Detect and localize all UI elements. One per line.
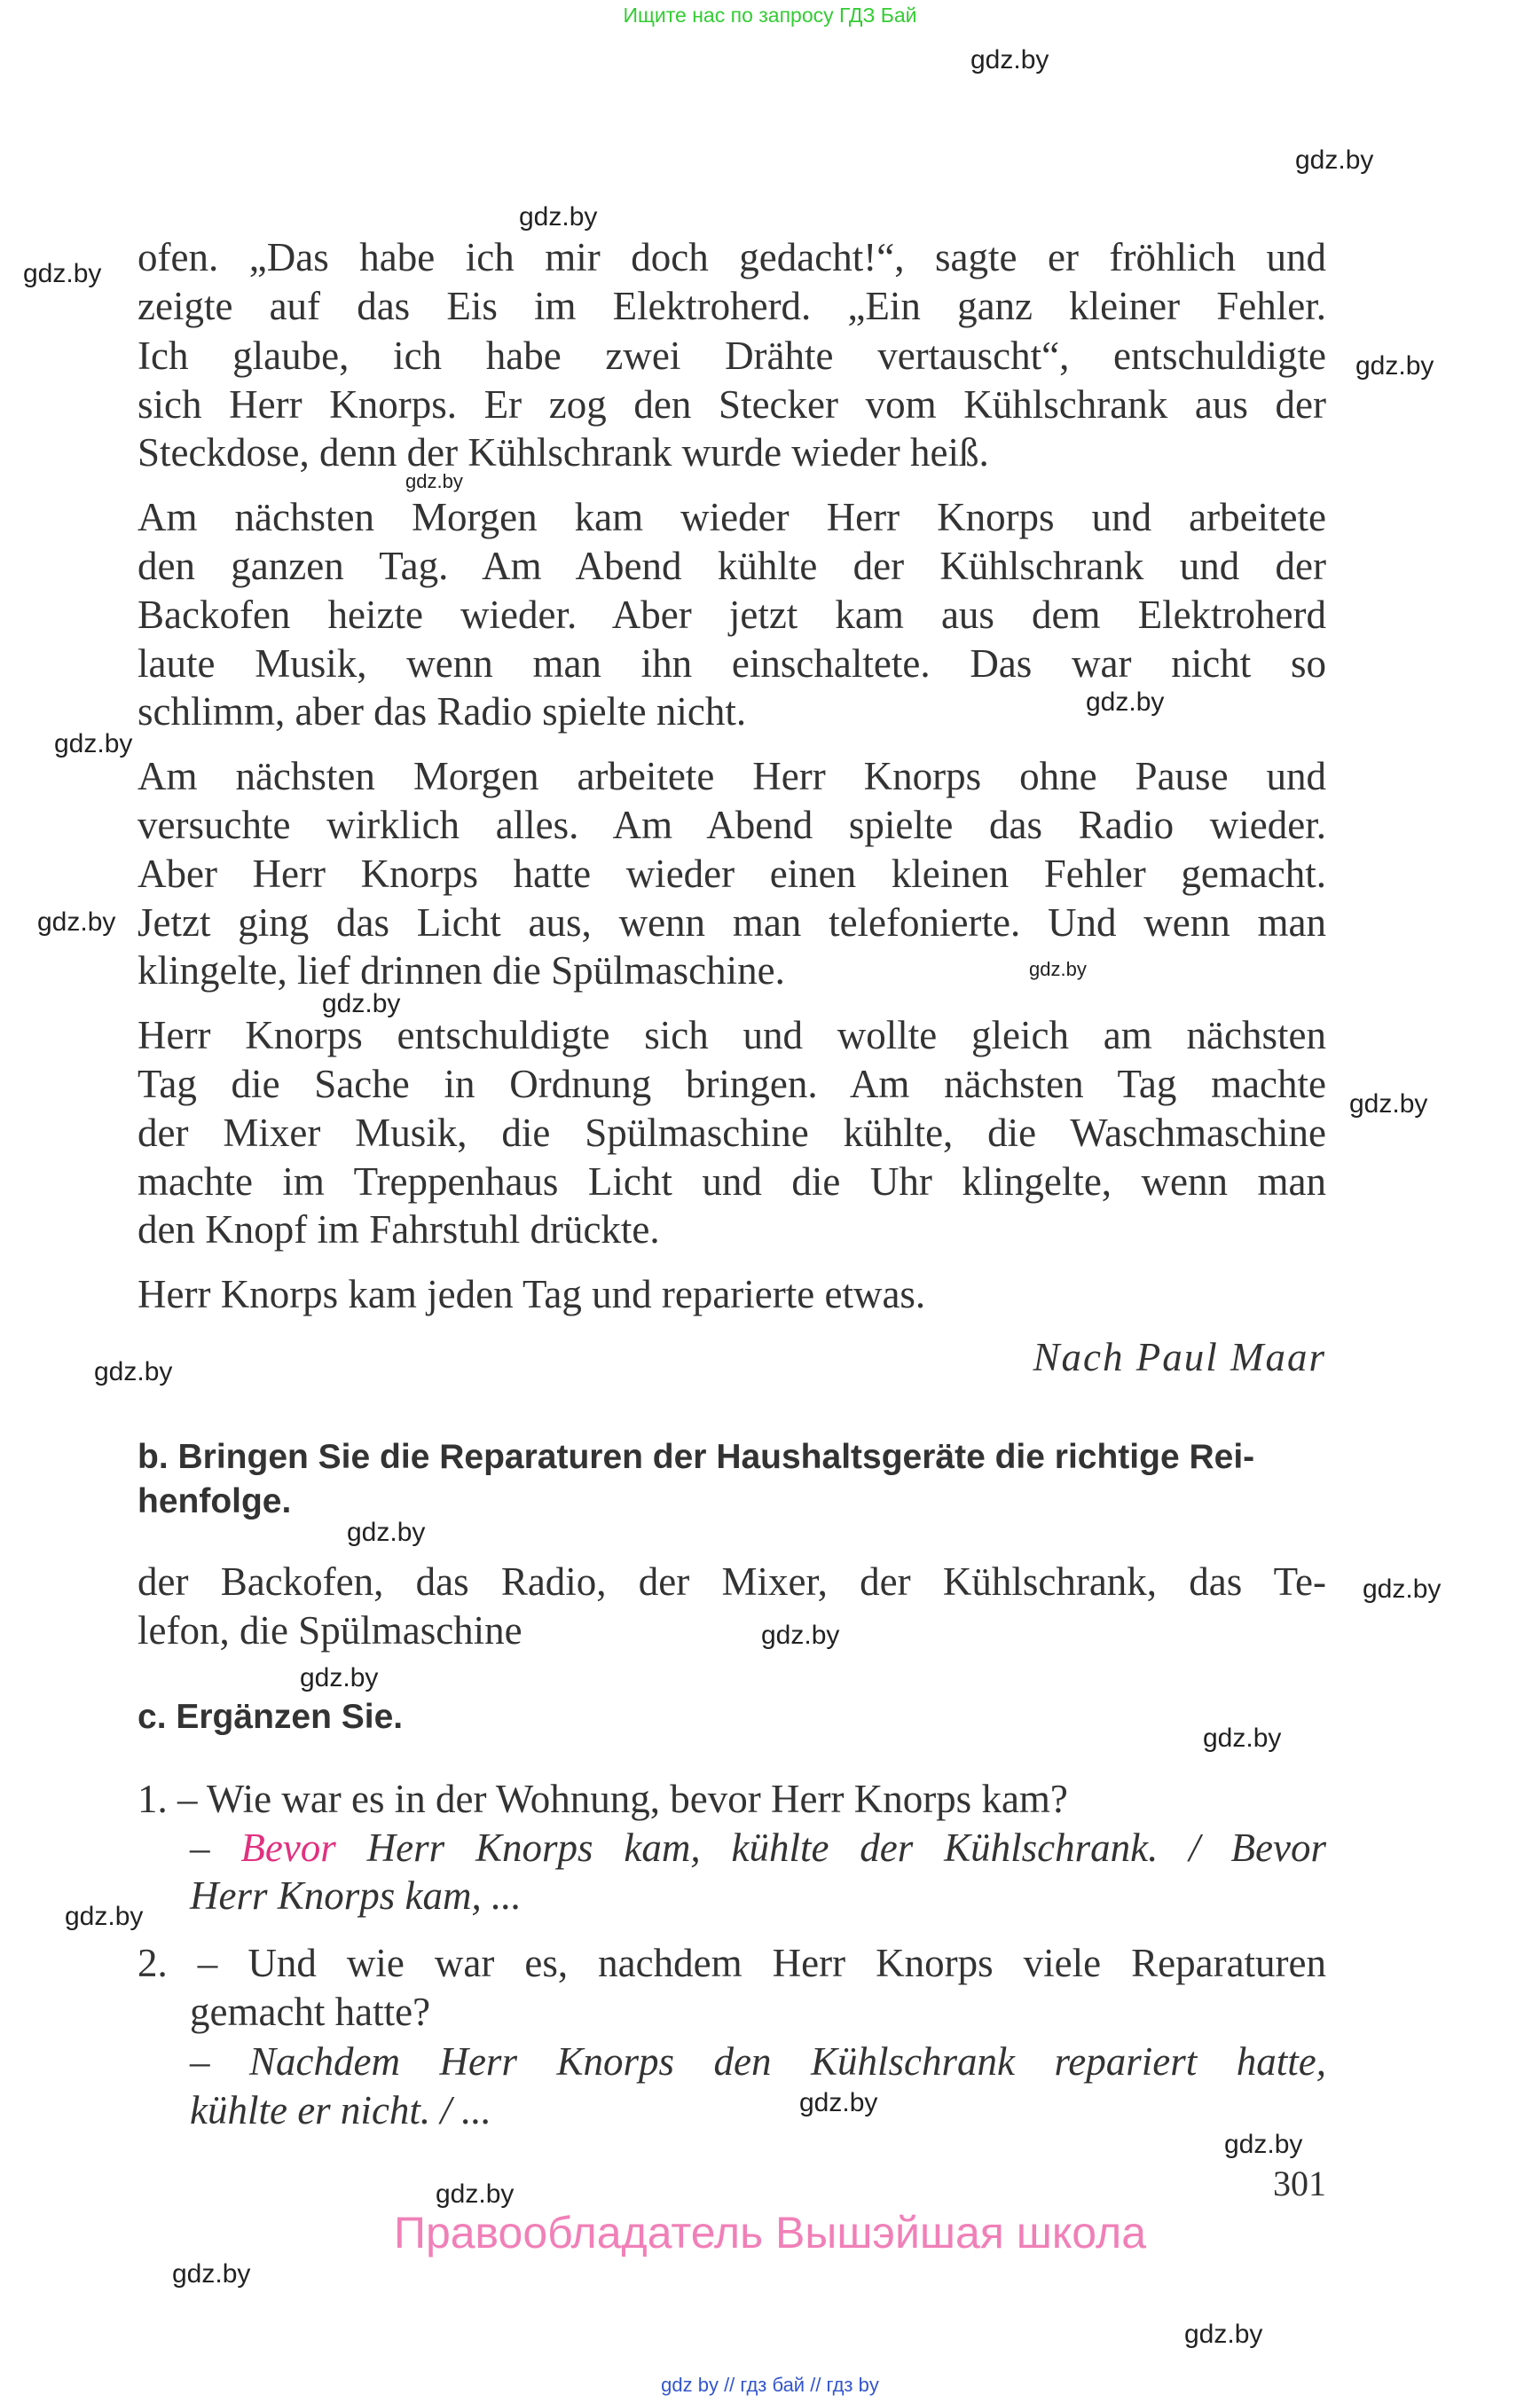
highlighted-word: Bevor bbox=[240, 1826, 336, 1870]
dash: – bbox=[190, 1826, 241, 1870]
story-line: Herr Knorps kam jeden Tag und reparierte etwas. bbox=[138, 1272, 926, 1316]
watermark: gdz.by bbox=[65, 1902, 144, 1931]
story-line: machte im Treppenhaus Licht und die Uhr klingelte, wenn man bbox=[138, 1159, 1326, 1204]
watermark: gdz.by bbox=[37, 907, 116, 937]
watermark: gdz.by bbox=[1295, 145, 1374, 175]
story-line: versuchte wirklich alles. Am Abend spielte das Radio wieder. bbox=[138, 803, 1326, 847]
task-c-item-1-answer bbox=[190, 1823, 1326, 1873]
item-number: 2. bbox=[138, 1941, 168, 1985]
story-line: sich Herr Knorps. Er zog den Stecker vom Kühlschrank aus der bbox=[138, 382, 1326, 427]
task-b-heading: henfolge. bbox=[138, 1482, 292, 1520]
watermark: gdz.by bbox=[970, 45, 1049, 75]
footer-links[interactable]: gdz by // гдз бай // гдз by bbox=[661, 2374, 879, 2396]
story-line: Jetzt ging das Licht aus, wenn man telefonierte. Und wenn man bbox=[138, 900, 1326, 945]
item-number: 1. bbox=[138, 1777, 168, 1821]
page-number: 301 bbox=[1273, 2163, 1326, 2203]
watermark: gdz.by bbox=[519, 202, 598, 232]
task-b-heading: b. Bringen Sie die Reparaturen der Haushaltsgeräte die richtige Rei- bbox=[138, 1438, 1255, 1476]
story-line: Herr Knorps entschuldigte sich und wollte gleich am nächsten bbox=[138, 1013, 1326, 1057]
search-banner: Ищите нас по запросу ГДЗ Бай bbox=[623, 4, 917, 27]
watermark: gdz.by bbox=[436, 2179, 515, 2209]
watermark: gdz.by bbox=[322, 989, 401, 1018]
answer-text: Herr Knorps kam, kühlte der Kühlschrank. / Bevor bbox=[335, 1826, 1326, 1870]
story-line: Aber Herr Knorps hatte wieder einen kleinen Fehler gemacht. bbox=[138, 852, 1326, 896]
watermark: gdz.by bbox=[1203, 1724, 1282, 1753]
story-line: ofen. „Das habe ich mir doch gedacht!“, sagte er fröhlich und bbox=[138, 235, 1326, 279]
watermark: gdz.by bbox=[300, 1663, 379, 1692]
question-text: – Wie war es in der Wohnung, bevor Herr Knorps kam? bbox=[177, 1777, 1068, 1821]
watermark: gdz.by bbox=[1224, 2130, 1303, 2159]
story-line: laute Musik, wenn man ihn einschaltete. Das war nicht so bbox=[138, 641, 1326, 686]
task-c-item-2-question-cont: gemacht hatte? bbox=[190, 1990, 431, 2034]
story-line: den ganzen Tag. Am Abend kühlte der Kühlschrank und der bbox=[138, 544, 1326, 588]
task-c-heading: c. Ergänzen Sie. bbox=[138, 1698, 404, 1736]
watermark: gdz.by bbox=[172, 2259, 251, 2289]
watermark: gdz.by bbox=[1029, 958, 1087, 980]
story-line: Steckdose, denn der Kühlschrank wurde wieder heiß. bbox=[138, 430, 989, 475]
task-b-answer: der Backofen, das Radio, der Mixer, der Kühlschrank, das Te- bbox=[138, 1559, 1326, 1604]
copyright-owner: Правообладатель Вышэйшая школа bbox=[394, 2208, 1146, 2258]
story-line: der Mixer Musik, die Spülmaschine kühlte, die Waschmaschine bbox=[138, 1111, 1326, 1155]
task-c-item-2-answer: – Nachdem Herr Knorps den Kühlschrank repariert hatte, bbox=[190, 2039, 1326, 2084]
story-line: Am nächsten Morgen kam wieder Herr Knorps und arbeitete bbox=[138, 495, 1326, 539]
story-author: Nach Paul Maar bbox=[1033, 1335, 1326, 1379]
watermark: gdz.by bbox=[761, 1621, 840, 1650]
story-line: Backofen heizte wieder. Aber jetzt kam aus dem Elektroherd bbox=[138, 593, 1326, 637]
task-c-item-1-answer-cont: Herr Knorps kam, ... bbox=[190, 1873, 522, 1918]
task-c-item-1-question bbox=[138, 1774, 1326, 1824]
task-b-answer: lefon, die Spülmaschine bbox=[138, 1608, 522, 1653]
story-line: Ich glaube, ich habe zwei Drähte vertauscht“, entschuldigte bbox=[138, 334, 1326, 378]
watermark: gdz.by bbox=[405, 470, 463, 492]
watermark: gdz.by bbox=[54, 729, 133, 758]
story-line: schlimm, aber das Radio spielte nicht. bbox=[138, 689, 747, 734]
story-line: Tag die Sache in Ordnung bringen. Am nächsten Tag machte bbox=[138, 1062, 1326, 1106]
watermark: gdz.by bbox=[799, 2088, 878, 2117]
story-line: den Knopf im Fahrstuhl drückte. bbox=[138, 1207, 660, 1252]
task-c-item-2-answer-cont: kühlte er nicht. / ... bbox=[190, 2088, 491, 2132]
watermark: gdz.by bbox=[1355, 351, 1434, 381]
watermark: gdz.by bbox=[94, 1357, 173, 1386]
story-line: Am nächsten Morgen arbeitete Herr Knorps ohne Pause und bbox=[138, 754, 1326, 798]
watermark: gdz.by bbox=[23, 259, 102, 288]
watermark: gdz.by bbox=[1086, 687, 1165, 717]
story-line: zeigte auf das Eis im Elektroherd. „Ein ganz kleiner Fehler. bbox=[138, 284, 1326, 328]
watermark: gdz.by bbox=[1363, 1575, 1442, 1604]
task-c-item-2-question bbox=[138, 1938, 1326, 1988]
watermark: gdz.by bbox=[1349, 1089, 1428, 1119]
watermark: gdz.by bbox=[347, 1518, 426, 1547]
story-line: klingelte, lief drinnen die Spülmaschine. bbox=[138, 948, 785, 993]
watermark: gdz.by bbox=[1184, 2320, 1263, 2349]
question-text: – Und wie war es, nachdem Herr Knorps viele Reparaturen bbox=[197, 1941, 1327, 1985]
